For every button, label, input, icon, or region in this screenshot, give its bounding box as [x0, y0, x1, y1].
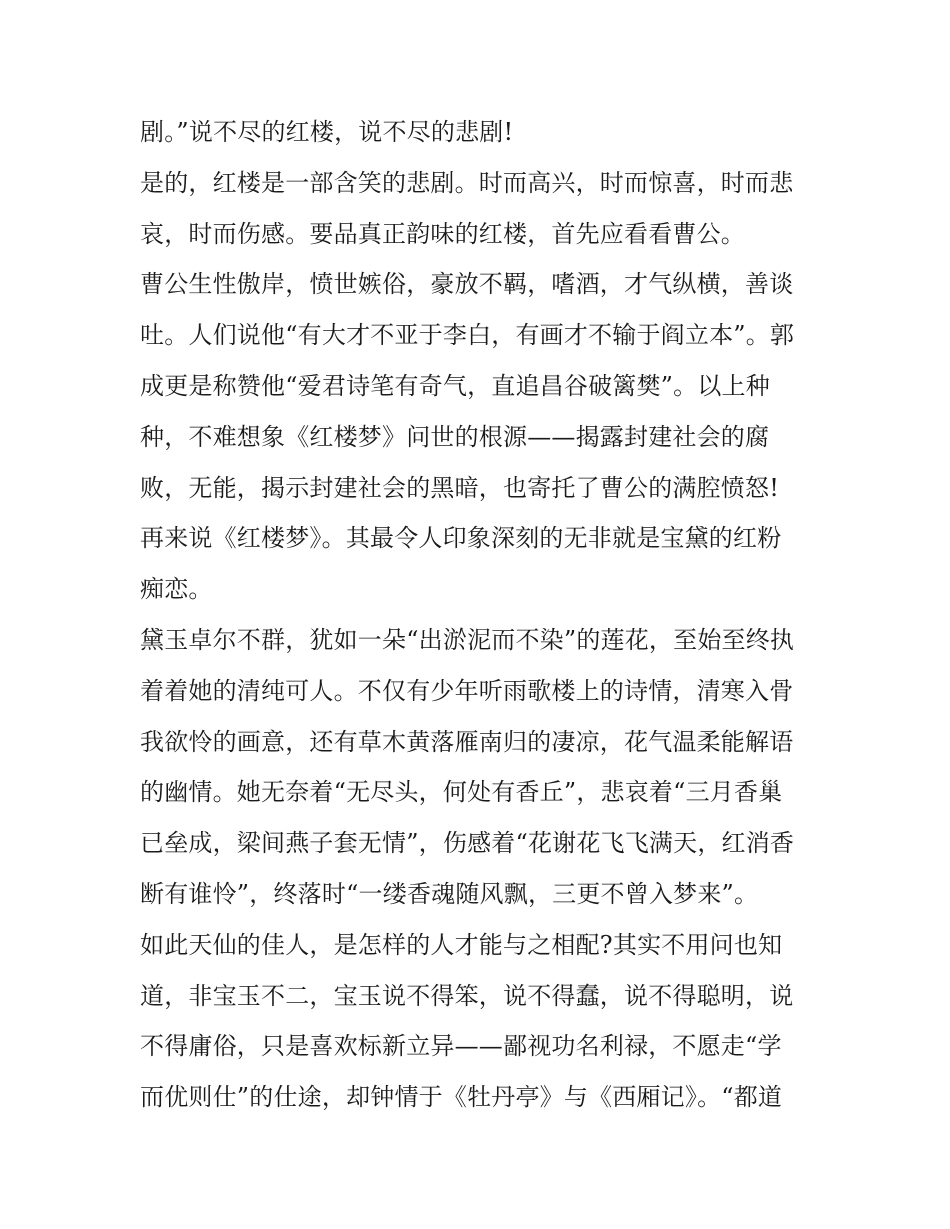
text-line: 是的，红楼是一部含笑的悲剧。时而高兴，时而惊喜，时而悲	[140, 168, 794, 197]
body-text	[140, 107, 820, 1123]
text-line: 种，不难想象《红楼梦》问世的根源——揭露封建社会的腐	[140, 422, 770, 451]
text-line: 如此天仙的佳人，是怎样的人才能与之相配?其实不用问也知	[140, 930, 783, 959]
text-line: 断有谁怜”，终落时“一缕香魂随风飘，三更不曾入梦来”。	[140, 879, 759, 908]
text-line: 黛玉卓尔不群，犹如一朵“出淤泥而不染”的莲花，至始至终执	[140, 625, 795, 654]
text-line: 道，非宝玉不二，宝玉说不得笨，说不得蠢，说不得聪明，说	[140, 981, 794, 1010]
text-line: 败，无能，揭示封建社会的黑暗，也寄托了曹公的满腔愤怒!	[140, 473, 780, 502]
text-line: 剧。”说不尽的红楼，说不尽的悲剧!	[140, 118, 514, 146]
text-line: 哀，时而伤感。要品真正韵味的红楼，首先应看看曹公。	[140, 219, 745, 248]
text-line: 不得庸俗，只是喜欢标新立异——鄙视功名利禄，不愿走“学	[140, 1032, 782, 1061]
text-line: 再来说《红楼梦》。其最令人印象深刻的无非就是宝黛的红粉	[140, 524, 782, 553]
text-line: 的幽情。她无奈着“无尽头，何处有香丘”，悲哀着“三月香巢	[140, 778, 783, 807]
text-line: 曹公生性傲岸，愤世嫉俗，豪放不羁，嗜酒，才气纵横，善谈	[140, 270, 794, 299]
text-line: 成更是称赞他“爱君诗笔有奇气，直追昌谷破篱樊”。以上种	[140, 371, 770, 400]
text-line: 我欲怜的画意，还有草木黄落雁南归的凄凉，花气温柔能解语	[140, 727, 794, 756]
text-line: 已垒成，梁间燕子套无情”，伤感着“花谢花飞飞满天，红消香	[140, 829, 795, 858]
text-line: 痴恋。	[140, 575, 213, 604]
text-line: 着着她的清纯可人。不仅有少年听雨歌楼上的诗情，清寒入骨	[140, 676, 794, 705]
text-line: 吐。人们说他“有大才不亚于李白，有画才不输于阎立本”。郭	[140, 321, 795, 350]
text-line: 而优则仕”的仕途，却钟情于《牡丹亭》与《西厢记》。“都道	[140, 1083, 783, 1112]
